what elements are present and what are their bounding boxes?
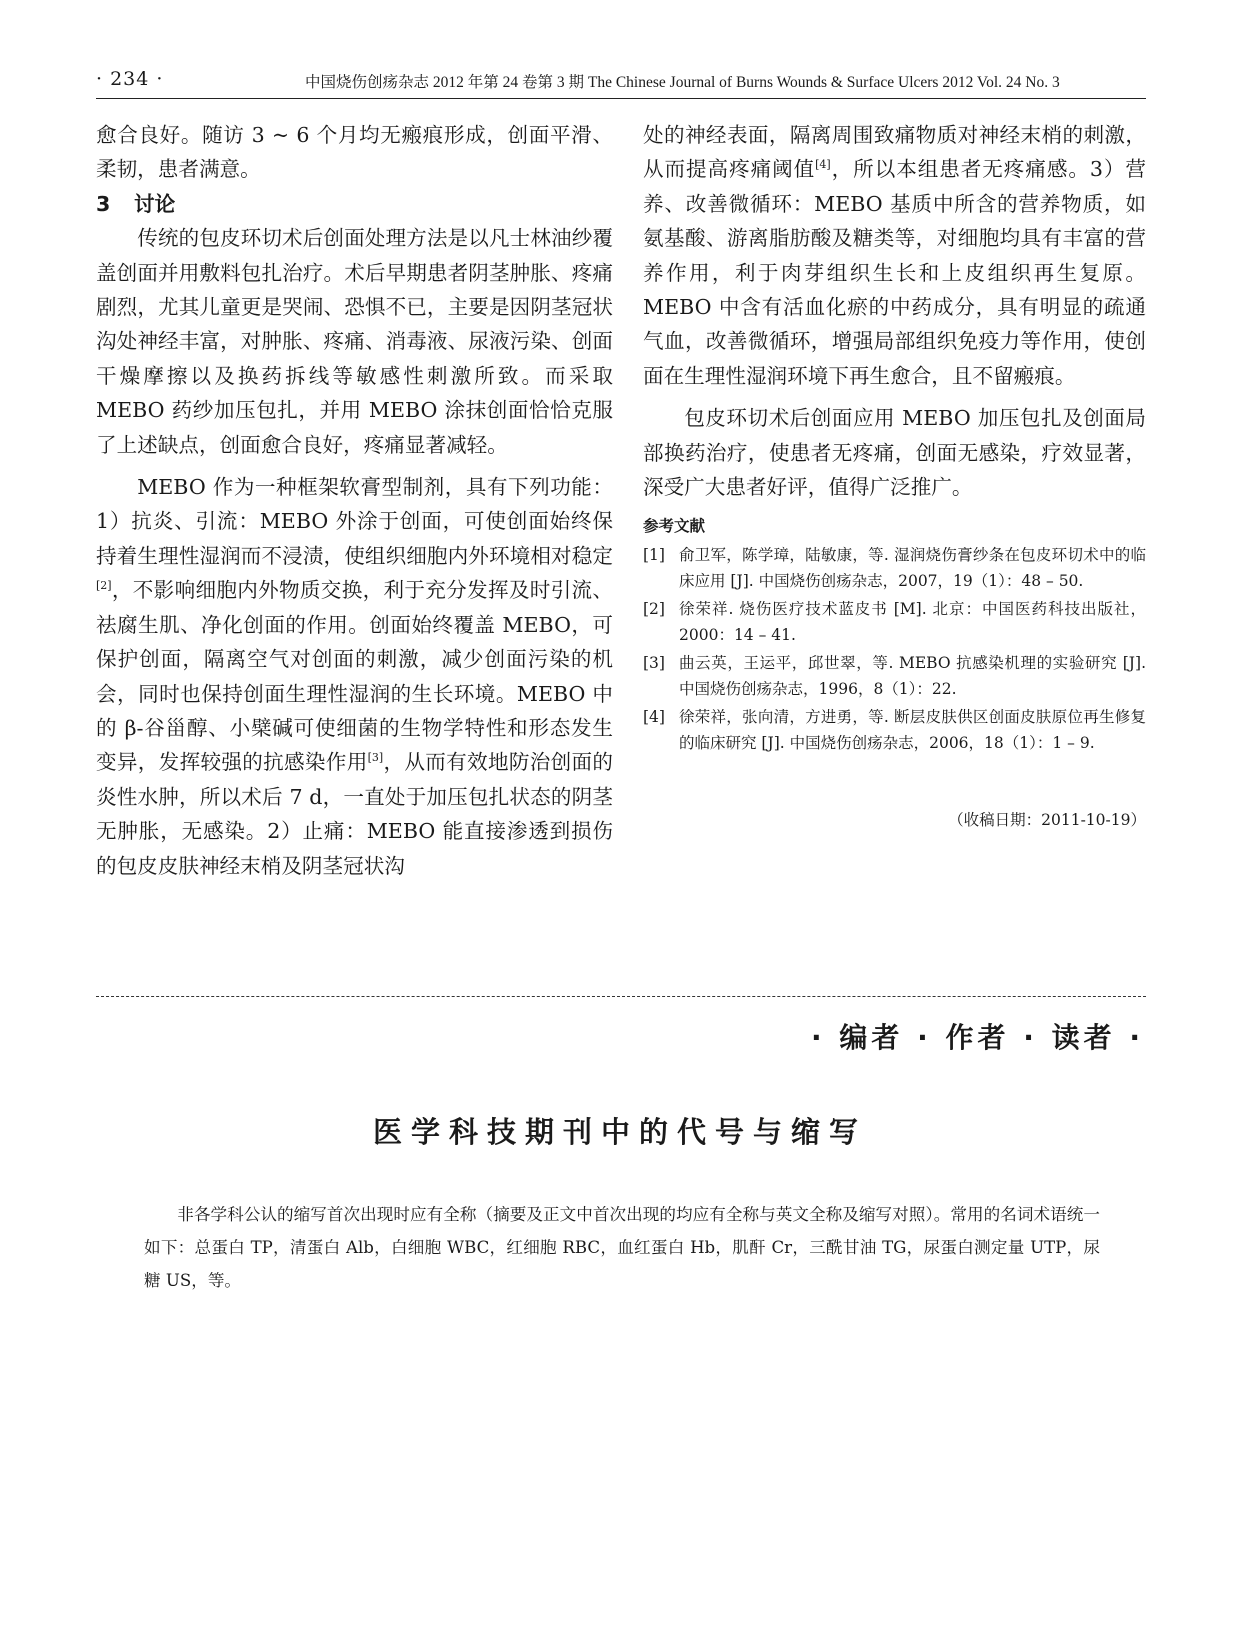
notice-paragraph: 非各学科公认的缩写首次出现时应有全称（摘要及正文中首次出现的均应有全称与英文全称及缩写对照）。常用的名词术语统一如下：总蛋白 TP，清蛋白 Alb，白细胞 WBC，红细胞 RBC，血红蛋白 Hb，肌酐 Cr，三酰甘油 TG，尿蛋白测定量 UTP，尿糖 US，等。 <box>144 1205 1100 1290</box>
header-rule <box>96 98 1146 99</box>
paragraph <box>643 118 1146 393</box>
section-title: 讨论 <box>134 191 176 216</box>
reference-item <box>643 542 1146 594</box>
citation: [2] <box>96 579 112 593</box>
paragraph: 愈合良好。随访 3 ~ 6 个月均无瘢痕形成，创面平滑、柔韧，患者满意。 <box>96 123 613 182</box>
citation: [3] <box>367 751 384 765</box>
reference-item <box>643 704 1146 756</box>
citation: [4] <box>815 158 831 172</box>
reference-text: 俞卫军，陈学璋，陆敏康，等. 湿润烧伤膏纱条在包皮环切术中的临床应用 [J]. 中国烧伤创疡杂志，2007，19（1）：48 – 50. <box>679 546 1146 591</box>
running-header: 中国烧伤创疡杂志 2012 年第 24 卷第 3 期 The Chinese Journal of Burns Wounds & Surface Ulcers 2012 Vol. 24 No. 3 <box>305 74 1060 91</box>
section-heading <box>96 187 613 221</box>
left-column <box>96 118 613 883</box>
received-date: （收稿日期：2011-10-19） <box>948 811 1146 830</box>
paragraph: 传统的包皮环切术后创面处理方法是以凡士林油纱覆盖创面并用敷料包扎治疗。术后早期患者阴茎肿胀、疼痛剧烈，尤其儿童更是哭闹、恐惧不已，主要是因阴茎冠状沟处神经丰富，对肿胀、疼痛、消毒液、尿液污染、创面干燥摩擦以及换药拆线等敏感性刺激所致。而采取 MEBO 药纱加压包扎，并用 MEBO 涂抹创面恰恰克服了上述缺点，创面愈合良好，疼痛显著减轻。 <box>96 226 613 457</box>
reference-text: 徐荣祥. 烧伤医疗技术蓝皮书 [M]. 北京：中国医药科技出版社，2000：14 – 41. <box>679 600 1146 645</box>
reference-text: 徐荣祥，张向清，方进勇，等. 断层皮肤供区创面皮肤原位再生修复的临床研究 [J]. 中国烧伤创疡杂志，2006，18（1）：1 – 9. <box>679 708 1146 753</box>
text-run: MEBO 作为一种框架软膏型制剂，具有下列功能：1）抗炎、引流：MEBO 外涂于创面，可使创面始终保持着生理性湿润而不浸渍，使组织细胞内外环境相对稳定 <box>96 475 613 568</box>
column-heading: · 编者 · 作者 · 读者 · <box>810 1021 1144 1054</box>
references-title: 参考文献 <box>643 517 706 536</box>
reference-number: [3] <box>643 654 665 673</box>
text-run: ，所以本组患者无疼痛感。3）营养、改善微循环：MEBO 基质中所含的营养物质，如氨基酸、游离脂肪酸及糖类等，对细胞均具有丰富的营养作用，利于肉芽组织生长和上皮组织再生复原。MEBO 中含有活血化瘀的中药成分，具有明显的疏通气血，改善微循环，增强局部组织免疫力等作用，使创面在生理性湿润环境下再生愈合，且不留瘢痕。 <box>643 157 1146 388</box>
notice-body <box>144 1198 1100 1297</box>
reference-item <box>643 596 1146 648</box>
text-run: 处的神经表面，隔离周围致痛物质对神经末梢的刺激，从而提高疼痛阈值 <box>643 123 1146 182</box>
reference-number: [2] <box>643 600 665 619</box>
section-divider <box>96 996 1146 997</box>
reference-number: [1] <box>643 546 665 565</box>
text-run: ，从而有效地防治创面的炎性水肿，所以术后 7 d，一直处于加压包扎状态的阴茎无肿胀，无感染。2）止痛：MEBO 能直接渗透到损伤的包皮皮肤神经末梢及阴茎冠状沟 <box>96 750 614 878</box>
section-number: 3 <box>96 191 111 216</box>
notice-title: 医学科技期刊中的代号与缩写 <box>372 1115 867 1149</box>
reference-text: 曲云英，王运平，邱世翠，等. MEBO 抗感染机理的实验研究 [J]. 中国烧伤创疡杂志，1996，8（1）：22. <box>679 654 1146 699</box>
text-run: ，不影响细胞内外物质交换，利于充分发挥及时引流、祛腐生肌、净化创面的作用。创面始终覆盖 MEBO，可保护创面，隔离空气对创面的刺激，减少创面污染的机会，同时也保持创面生理性湿润的生长环境。MEBO 中的 β-谷甾醇、小檗碱可使细菌的生物学特性和形态发生变异，发挥较强的抗感染作用 <box>96 578 613 775</box>
page-number: · 234 · <box>96 68 164 90</box>
paragraph: 包皮环切术后创面应用 MEBO 加压包扎及创面局部换药治疗，使患者无疼痛，创面无感染，疗效显著，深受广大患者好评，值得广泛推广。 <box>643 406 1146 500</box>
right-column <box>643 118 1146 832</box>
reference-item <box>643 650 1146 702</box>
reference-number: [4] <box>643 708 665 727</box>
paragraph <box>96 470 613 883</box>
